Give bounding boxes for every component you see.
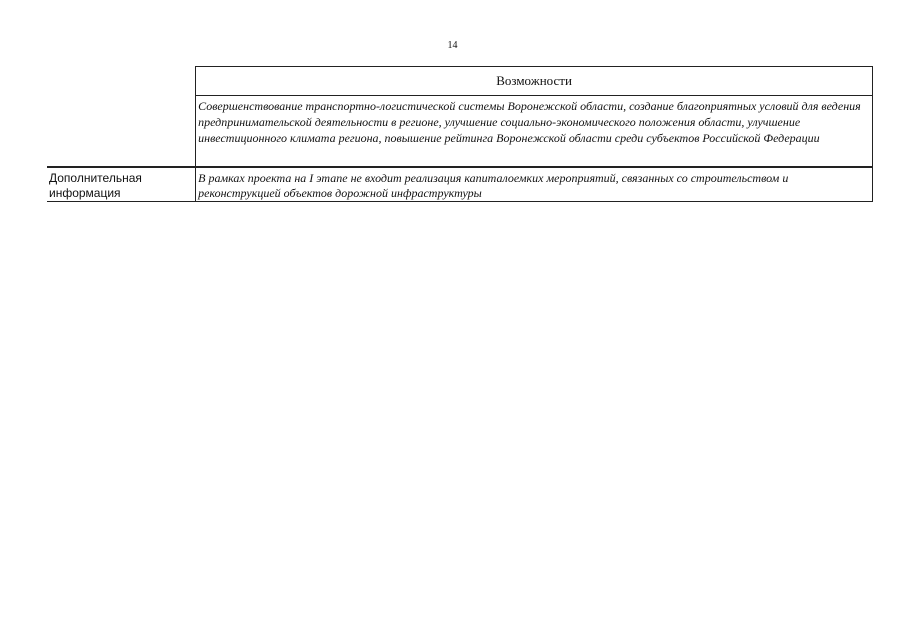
table-row (47, 67, 873, 96)
page-number: 14 (447, 40, 458, 51)
opportunities-text: Совершенствование транспортно-логистической системы Воронежской области, создание благоприятных условий для ведения предпринимательской деятельности в регионе, улучшение социально-экономического положения области, улучшение инвестиционного климата региона, повышение рейтинга Воронежской области среди субъектов Российской Федерации (196, 96, 873, 168)
additional-info-text: В рамках проекта на I этапе не входит реализация капиталоемких мероприятий, связанных со строительством и реконструкцией объектов дорожной инфраструктуры (196, 167, 873, 202)
empty-label-cell (47, 67, 196, 96)
opportunities-header: Возможности (196, 67, 873, 96)
table-row (47, 167, 873, 202)
additional-info-label: Дополнительная информация (47, 167, 196, 202)
project-table (47, 66, 873, 202)
empty-label-cell (47, 96, 196, 168)
table-row (47, 96, 873, 168)
